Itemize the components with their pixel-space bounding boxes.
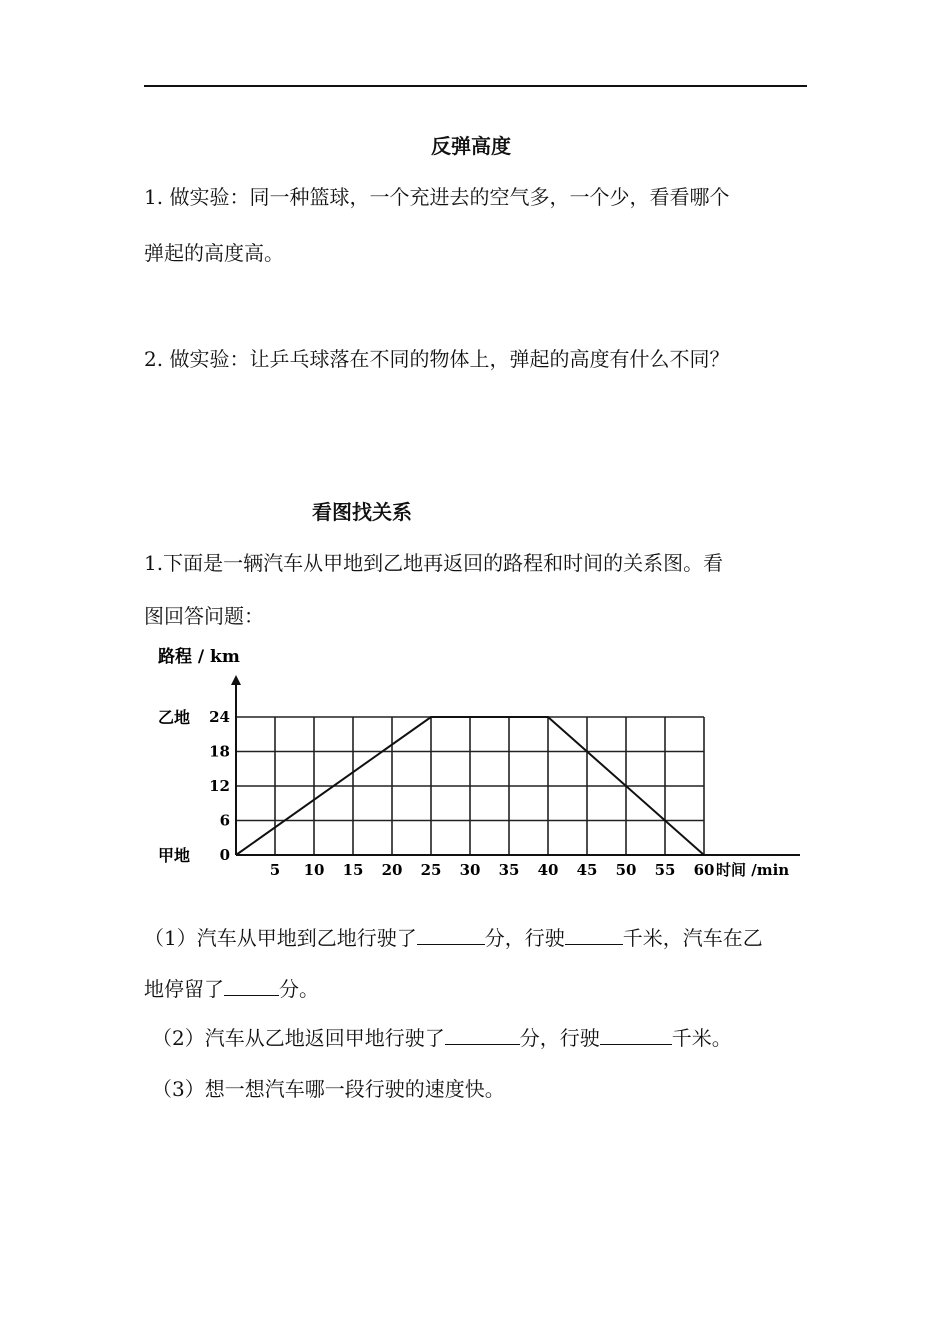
x-tick-label: 45 bbox=[576, 861, 598, 879]
sq1-text-d: 地停留了 bbox=[144, 977, 224, 1001]
sq2-text-a: （2）汽车从乙地返回甲地行驶了 bbox=[152, 1026, 445, 1050]
sq2-text-b: 分，行驶 bbox=[519, 1026, 600, 1050]
x-tick-label: 25 bbox=[420, 861, 442, 879]
subquestion-1-line-2 bbox=[144, 973, 319, 1002]
answer-blank-2[interactable] bbox=[565, 926, 623, 945]
sq1-text-c: 千米，汽车在乙 bbox=[622, 926, 763, 950]
y-tick-label: 6 bbox=[219, 811, 230, 830]
answer-blank-1[interactable] bbox=[417, 926, 485, 945]
x-tick-label: 5 bbox=[269, 861, 281, 879]
distance-time-chart bbox=[140, 640, 820, 890]
x-axis-label: 时间 /min bbox=[716, 861, 790, 879]
x-tick-label: 15 bbox=[342, 861, 364, 879]
question-1-line-2: 弹起的高度高。 bbox=[144, 241, 284, 265]
y-tick-label: 24 bbox=[209, 708, 230, 726]
subquestion-2 bbox=[152, 1022, 732, 1051]
x-tick-label: 20 bbox=[381, 861, 403, 879]
x-tick-label: 60 bbox=[693, 861, 715, 879]
y-tick-label: 12 bbox=[209, 777, 230, 795]
y-tick-label: 18 bbox=[209, 742, 230, 761]
sq1-text-b: 分，行驶 bbox=[484, 926, 565, 950]
place-label: 甲地 bbox=[158, 846, 191, 865]
answer-blank-4[interactable] bbox=[445, 1026, 520, 1045]
section-title-rebound-height: 反弹高度 bbox=[431, 134, 511, 158]
question-1-line-1: 1. 做实验：同一种篮球，一个充进去的空气多，一个少，看看哪个 bbox=[144, 185, 730, 209]
x-tick-label: 50 bbox=[615, 861, 637, 879]
section-title-graph-relationship: 看图找关系 bbox=[312, 500, 412, 524]
top-rule bbox=[144, 85, 807, 87]
sq1-text-e: 分。 bbox=[279, 977, 319, 1001]
x-tick-label: 30 bbox=[459, 861, 481, 879]
x-tick-label: 55 bbox=[654, 861, 676, 879]
y-tick-label: 0 bbox=[219, 846, 230, 864]
y-axis-arrow bbox=[231, 675, 241, 685]
x-tick-label: 10 bbox=[303, 861, 325, 879]
x-tick-label: 35 bbox=[498, 861, 520, 879]
x-tick-label: 40 bbox=[537, 861, 559, 879]
subquestion-1-line-1 bbox=[144, 922, 763, 951]
answer-blank-3[interactable] bbox=[224, 977, 279, 996]
question-2: 2. 做实验：让乒乓球落在不同的物体上，弹起的高度有什么不同？ bbox=[144, 347, 730, 371]
intro-line-2: 图回答问题： bbox=[144, 604, 264, 628]
sq2-text-c: 千米。 bbox=[671, 1026, 732, 1050]
answer-blank-5[interactable] bbox=[600, 1026, 672, 1045]
y-axis-label: 路程 / km bbox=[158, 647, 240, 667]
intro-line-1: 1.下面是一辆汽车从甲地到乙地再返回的路程和时间的关系图。看 bbox=[144, 551, 724, 575]
sq1-text-a: （1）汽车从甲地到乙地行驶了 bbox=[144, 926, 417, 950]
subquestion-3: （3）想一想汽车哪一段行驶的速度快。 bbox=[152, 1077, 505, 1101]
place-label: 乙地 bbox=[158, 708, 191, 727]
